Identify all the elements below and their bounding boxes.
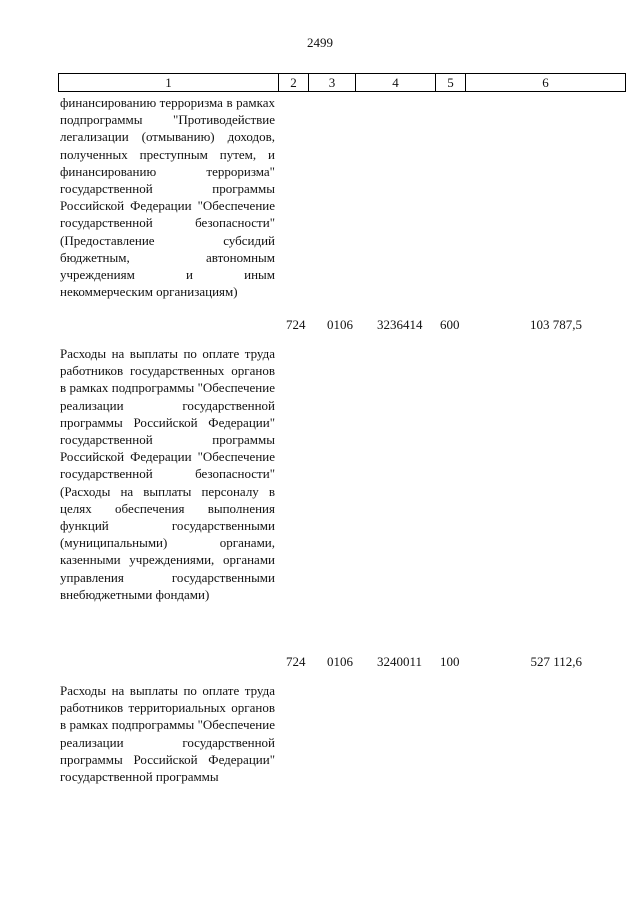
row-1-rz: 0106	[327, 317, 353, 332]
row-2-description: Расходы на выплаты по оплате труда работников государственных органов в рамках подпрограммы "Обеспечение реализации государственной программы Российской Федерации" государственной программы Российской Федерации "Обеспечение государственной безопасности" (Расходы на выплаты персоналу в целях обеспечения выполнения функций государственными (муниципальными) органами, казенными учреждениями, органами управления государственными внебюджетными фондами)	[60, 346, 275, 602]
page-number: 2499	[307, 35, 333, 50]
row-2-sum: 527 112,6	[530, 654, 582, 669]
header-col-6: 6	[466, 74, 626, 91]
header-col-3: 3	[309, 74, 356, 91]
header-col-4: 4	[356, 74, 436, 91]
header-col-5: 5	[436, 74, 466, 91]
row-2-vr: 100	[440, 654, 460, 669]
row-1-vr: 600	[440, 317, 460, 332]
row-1-cs: 3236414	[377, 317, 423, 332]
row-2-cs: 3240011	[377, 654, 423, 669]
row-2-gr: 724	[286, 654, 306, 669]
header-col-2: 2	[279, 74, 309, 91]
row-2-rz: 0106	[327, 654, 353, 669]
row-1-description: финансированию терроризма в рамках подпрограммы "Противодействие легализации (отмыванию) доходов, полученных преступным путем, и финансированию терроризма" государственной программы Российской Федерации "Обеспечение государственной безопасности" (Предоставление субсидий бюджетным, автономным учреждениям и иным некоммерческим организациям)	[60, 95, 275, 300]
row-3-description: Расходы на выплаты по оплате труда работников территориальных органов в рамках подпрограммы "Обеспечение реализации государственной программы Российской Федерации" государственной программы	[60, 683, 275, 785]
row-1-gr: 724	[286, 317, 306, 332]
row-1-sum: 103 787,5	[530, 317, 582, 332]
table-header	[58, 73, 626, 92]
header-col-1: 1	[59, 74, 279, 91]
table-row	[0, 316, 640, 333]
table-row	[0, 653, 640, 670]
